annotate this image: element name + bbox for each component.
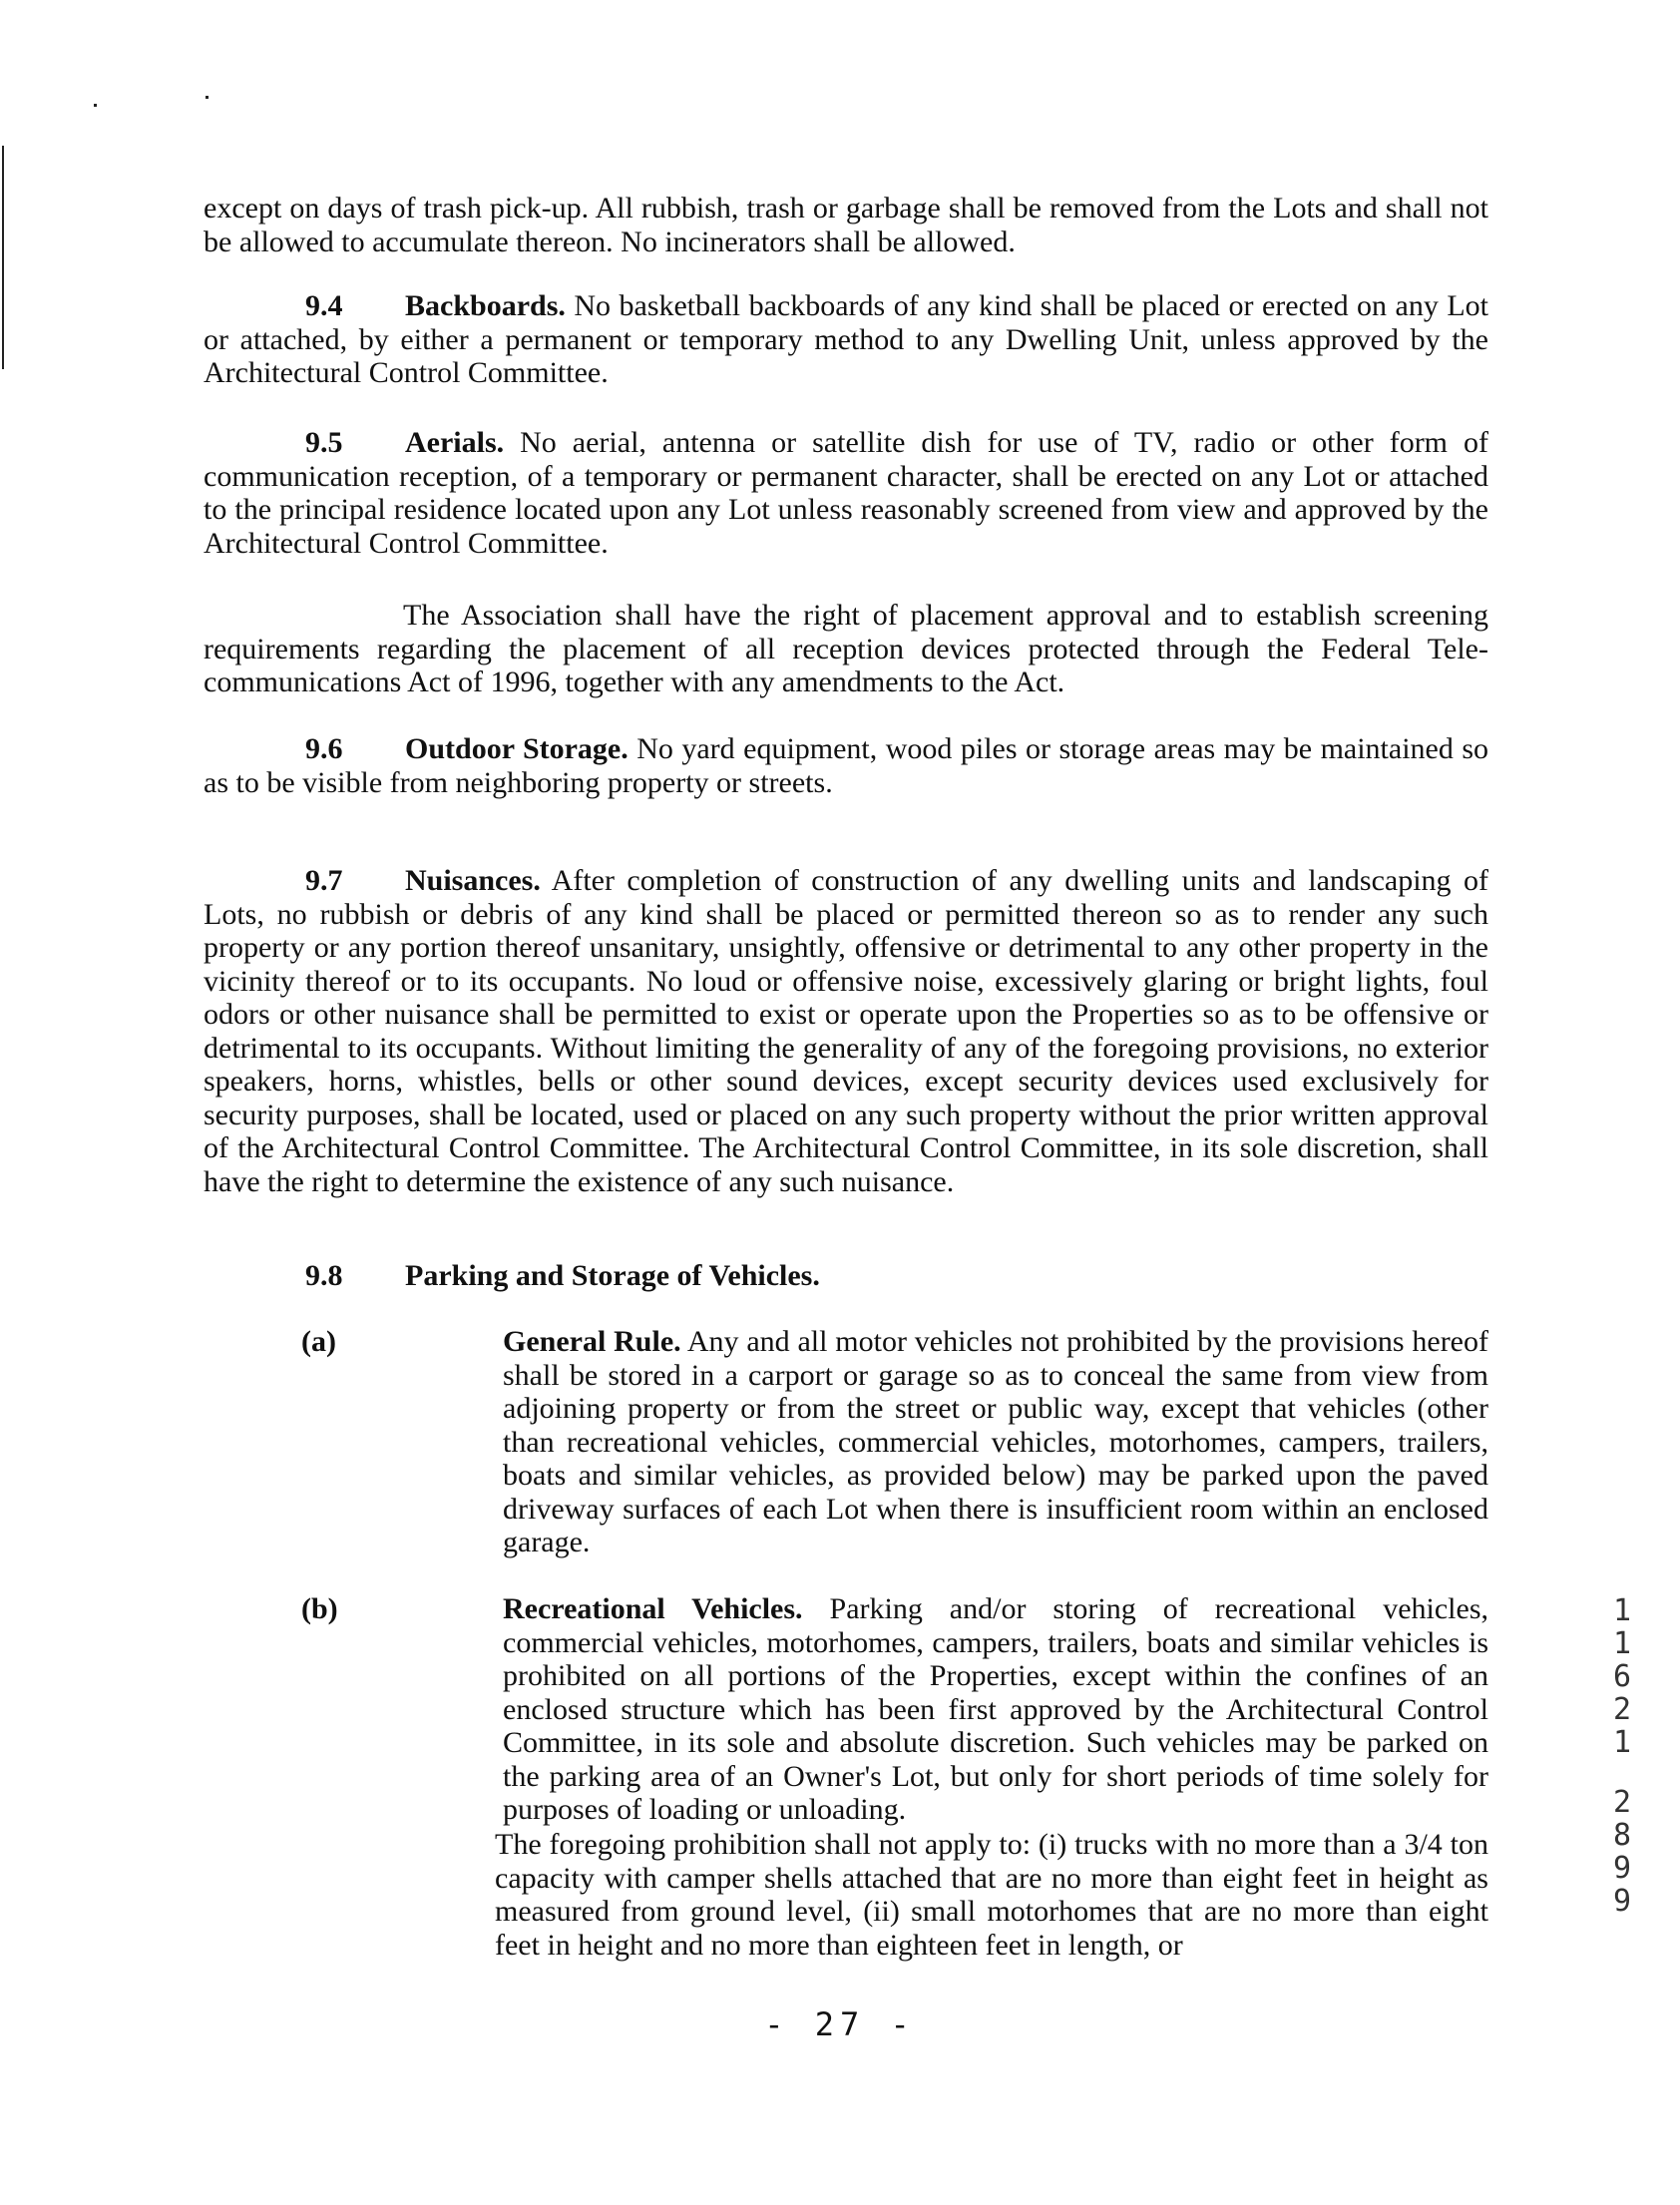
scan-artifact-dot [206, 96, 209, 99]
margin-stamp-bottom [1602, 1786, 1642, 1918]
stamp-digit: 9 [1612, 1851, 1632, 1886]
subsection-a [503, 1325, 1488, 1559]
stamp-digit: 9 [1612, 1884, 1632, 1919]
section-9-7 [204, 864, 1488, 1198]
section-title: Outdoor Storage. [405, 732, 629, 765]
page-number: - 27 - [764, 2005, 916, 2043]
intro-paragraph-block [204, 192, 1488, 258]
stamp-digit: 1 [1612, 1593, 1632, 1628]
margin-stamp-top [1602, 1594, 1642, 1759]
section-number: 9.5 [305, 426, 343, 459]
section-9-6 [204, 732, 1488, 799]
subsection-label-a: (a) [301, 1325, 336, 1358]
section-number: 9.6 [305, 732, 343, 765]
section-title: Parking and Storage of Vehicles. [405, 1259, 820, 1292]
subsection-title: General Rule. [503, 1325, 681, 1358]
section-body: After completion of construction of any dwelling units and landscaping of Lots, no rubbish or debris of any kind shall be placed or permitted thereon so as to render any such property or any portion thereof unsanitary, unsightly, offensive or detrimental to any other property in the vicinity thereof or to its occupants. No loud or offensive noise, excessively glaring or bright lights, foul odors or other nuisance shall be permitted to exist or operate upon the Properties so as to be offensive or detrimental to its occupants. Without limiting the generality of any of the foregoing provisions, no exterior speakers, horns, whistles, bells or other sound devices, except security devices used exclusively for security purposes, shall be located, used or placed on any such property without the prior written approval of the Architectural Control Committee. The Architectural Control Committee, in its sole discretion, shall have the right to determine the existence of any such nuisance. [204, 864, 1488, 1198]
stamp-digit: 8 [1612, 1818, 1632, 1853]
section-extra-paragraph: The Association shall have the right of placement approval and to establish screening requirements regarding the placement of all reception devices protected through the Federal Tele-communications Act of 1996, together with any amendments to the Act. [204, 599, 1488, 698]
section-title: Nuisances. [405, 864, 541, 897]
section-body: No basketball backboards of any kind shall be placed or erected on any Lot or attached, by either a permanent or temporary method to any Dwelling Unit, unless approved by the Architectural Control Committee. [204, 289, 1488, 389]
section-title: Aerials. [405, 426, 505, 459]
scan-artifact-dot [94, 104, 97, 107]
section-body: No aerial, antenna or satellite dish for use of TV, radio or other form of communication reception, of a temporary or permanent character, shall be erected on any Lot or attached to the principal residence located upon any Lot unless reasonably screened from view and approved by the Architectural Control Committee. [204, 426, 1488, 560]
stamp-digit: 1 [1612, 1626, 1632, 1661]
intro-paragraph: except on days of trash pick-up. All rubbish, trash or garbage shall be removed from the Lots and shall not be allowed to accumulate thereon. No incinerators shall be allowed. [204, 192, 1488, 258]
section-number: 9.8 [305, 1259, 343, 1292]
stamp-digit: 2 [1612, 1785, 1632, 1820]
following-paragraph: The foregoing prohibition shall not apply to: (i) trucks with no more than a 3/4 ton capacity with camper shells attached that are no more than eight feet in height as measured from ground level, (ii) small motorhomes that are no more than eight feet in height and no more than eighteen feet in length, or [495, 1828, 1488, 1962]
subsection-body: Parking and/or storing of recreational vehicles, commercial vehicles, motorhomes, campers, trailers, boats and similar vehicles is prohibited on all portions of the Properties, except within the confines of an enclosed structure which has been first approved by the Architectural Control Committee, in its sole and absolute discretion. Such vehicles may be parked on the parking area of an Owner's Lot, but only for short periods of time solely for purposes of loading or unloading. [503, 1592, 1488, 1826]
stamp-digit: 1 [1612, 1725, 1632, 1760]
section-9-4 [204, 289, 1488, 390]
subsection-label-b: (b) [301, 1592, 338, 1625]
stamp-digit: 2 [1612, 1692, 1632, 1727]
scan-artifact-line [2, 146, 4, 369]
subsection-b-following [495, 1828, 1488, 1962]
subsection-body: Any and all motor vehicles not prohibited by the provisions hereof shall be stored in a carport or garage so as to conceal the same from view from adjoining property or from the street or public way, except that vehicles (other than recreational vehicles, commercial vehicles, motorhomes, campers, trailers, boats and similar vehicles, as provided below) may be parked upon the paved driveway surfaces of each Lot when there is insufficient room within an enclosed garage. [503, 1325, 1488, 1558]
section-9-8-heading [204, 1259, 1488, 1293]
subsection-b [503, 1592, 1488, 1827]
stamp-digit: 6 [1612, 1659, 1632, 1694]
subsection-title: Recreational Vehicles. [503, 1592, 803, 1625]
section-number: 9.7 [305, 864, 343, 897]
section-title: Backboards. [405, 289, 566, 322]
section-body: No yard equipment, wood piles or storage areas may be maintained so as to be visible from neighboring property or streets. [204, 732, 1488, 799]
section-9-5-extra [204, 599, 1488, 699]
section-number: 9.4 [305, 289, 343, 322]
section-9-5 [204, 426, 1488, 560]
